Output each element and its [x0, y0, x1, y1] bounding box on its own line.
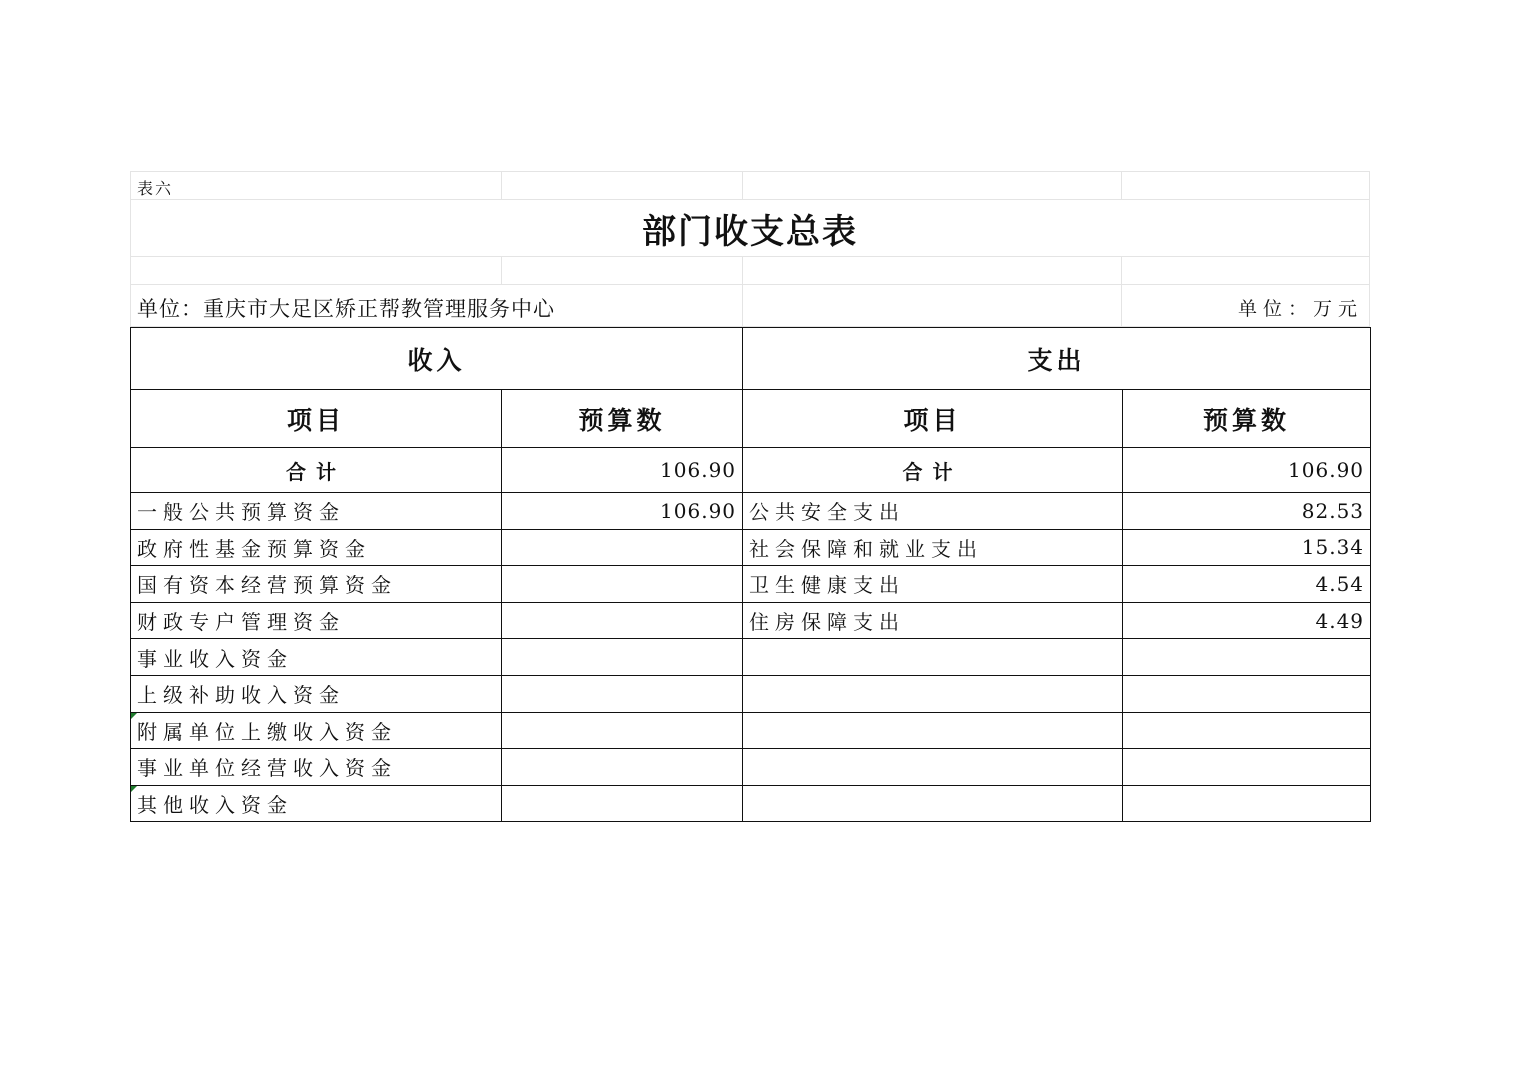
grid-cell: [743, 257, 1123, 285]
expense-value: 15.34: [1123, 529, 1371, 566]
unit-organization: 单位：重庆市大足区矫正帮教管理服务中心: [131, 285, 743, 327]
income-value: [502, 749, 743, 786]
expense-value: 4.49: [1123, 602, 1371, 639]
expense-total-label: 合计: [743, 448, 1123, 493]
expense-value: [1123, 785, 1371, 822]
income-item: 财政专户管理资金: [131, 602, 502, 639]
income-total-label: 合计: [131, 448, 502, 493]
income-value: [502, 712, 743, 749]
grid-cell: [1122, 172, 1370, 200]
total-row: [131, 448, 1371, 493]
income-budget-header: 预算数: [502, 390, 743, 448]
expense-total-value: 106.90: [1123, 448, 1371, 493]
table-row: [131, 529, 1371, 566]
expense-item: 公共安全支出: [743, 493, 1123, 530]
page-title: 部门收支总表: [642, 211, 858, 252]
expense-item: 住房保障支出: [743, 602, 1123, 639]
income-value: [502, 785, 743, 822]
blank-row: [130, 257, 1370, 285]
section-header-row: [131, 328, 1371, 390]
income-item: 附属单位上缴收入资金: [131, 712, 502, 749]
income-value: [502, 675, 743, 712]
income-value: [502, 602, 743, 639]
expense-item: [743, 639, 1123, 676]
income-item: 政府性基金预算资金: [131, 529, 502, 566]
income-item: 其他收入资金: [131, 785, 502, 822]
table-row: [131, 493, 1371, 530]
unit-row: [130, 285, 1370, 327]
income-value: [502, 566, 743, 603]
expense-item: [743, 712, 1123, 749]
grid-cell: [131, 257, 502, 285]
expense-item: [743, 675, 1123, 712]
table-row: [131, 602, 1371, 639]
income-item-header: 项目: [131, 390, 502, 448]
grid-cell: [1122, 257, 1370, 285]
expense-item-header: 项目: [743, 390, 1123, 448]
expense-item: 卫生健康支出: [743, 566, 1123, 603]
expense-value: [1123, 675, 1371, 712]
income-item: 事业单位经营收入资金: [131, 749, 502, 786]
tag-row: [130, 171, 1370, 200]
income-value: [502, 529, 743, 566]
income-item: 事业收入资金: [131, 639, 502, 676]
income-value: 106.90: [502, 493, 743, 530]
budget-table: [130, 327, 1371, 822]
table-row: [131, 675, 1371, 712]
unit-currency: 单位：万元: [1122, 285, 1370, 327]
table-row: [131, 749, 1371, 786]
table-row: [131, 639, 1371, 676]
expense-item: 社会保障和就业支出: [743, 529, 1123, 566]
expense-item: [743, 749, 1123, 786]
income-value: [502, 639, 743, 676]
income-item: 上级补助收入资金: [131, 675, 502, 712]
table-row: [131, 712, 1371, 749]
expense-value: [1123, 749, 1371, 786]
grid-cell: [743, 285, 1123, 327]
expense-value: 4.54: [1123, 566, 1371, 603]
grid-cell: [743, 172, 1123, 200]
income-total-value: 106.90: [502, 448, 743, 493]
table-tag: 表六: [131, 172, 502, 200]
expense-header: 支出: [743, 328, 1371, 390]
budget-sheet: [130, 171, 1370, 822]
column-header-row: [131, 390, 1371, 448]
title-row: [130, 200, 1370, 257]
income-header: 收入: [131, 328, 743, 390]
expense-value: [1123, 639, 1371, 676]
table-row: [131, 566, 1371, 603]
expense-value: 82.53: [1123, 493, 1371, 530]
expense-budget-header: 预算数: [1123, 390, 1371, 448]
grid-cell: [502, 257, 743, 285]
grid-cell: [502, 172, 743, 200]
expense-item: [743, 785, 1123, 822]
table-row: [131, 785, 1371, 822]
expense-value: [1123, 712, 1371, 749]
income-item: 国有资本经营预算资金: [131, 566, 502, 603]
income-item: 一般公共预算资金: [131, 493, 502, 530]
